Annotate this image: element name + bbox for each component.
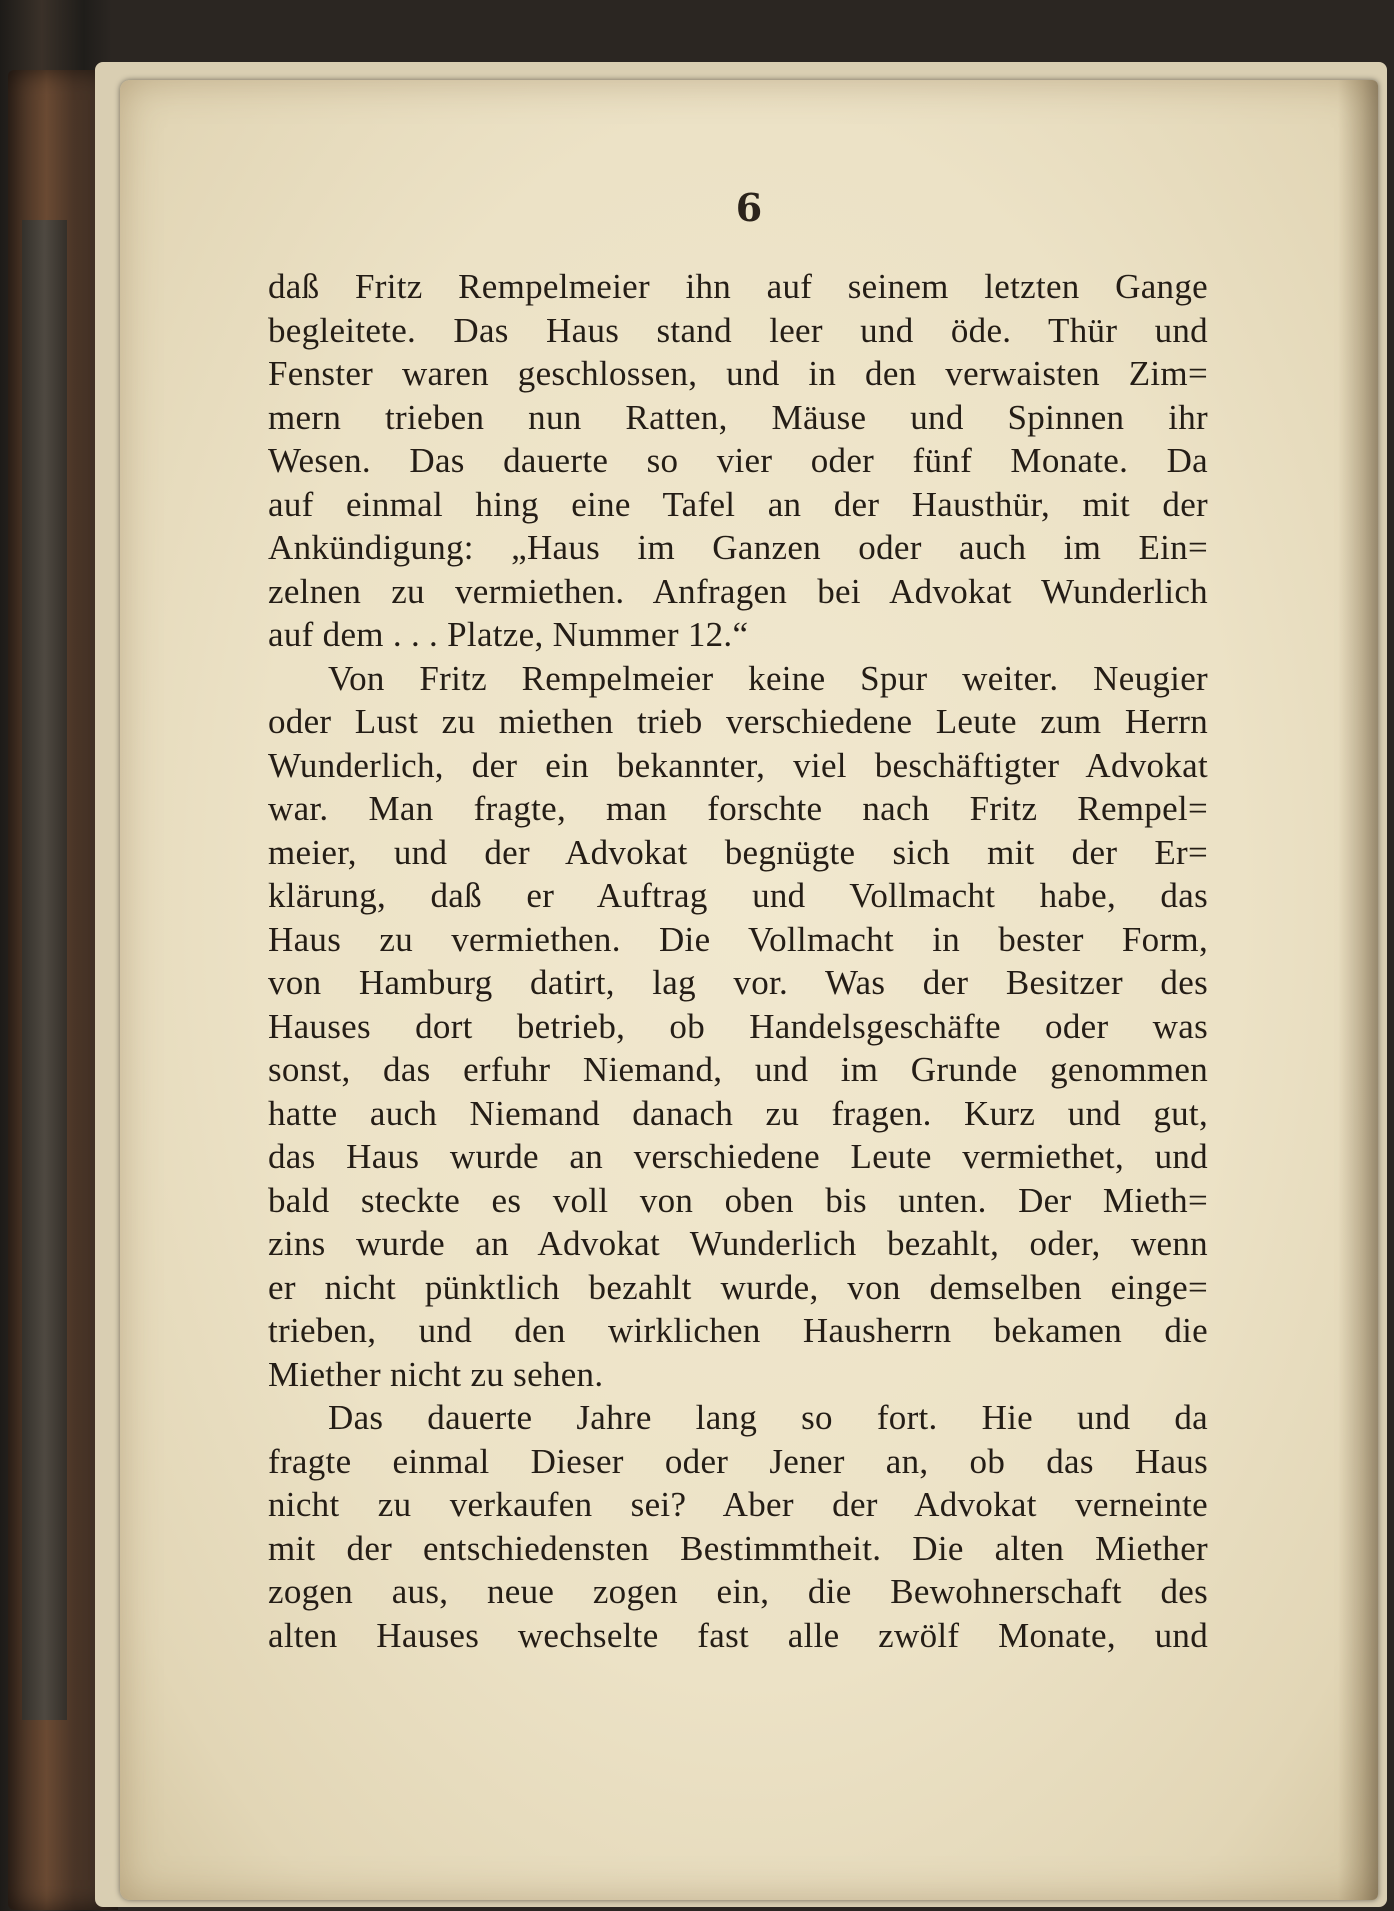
paragraph-2: [268, 657, 1208, 1397]
text-line: zelnen zu vermiethen. Anfragen bei Advokat Wunderlich: [268, 571, 1208, 611]
text-line: trieben, und den wirklichen Hausherrn bekamen die: [268, 1311, 1208, 1350]
page-gutter-shadow: [1338, 80, 1378, 1900]
text-line: Hauses dort betrieb, ob Handelsgeschäfte oder was: [268, 1006, 1208, 1046]
text-line: zins wurde an Advokat Wunderlich bezahlt, oder, wenn: [268, 1224, 1208, 1263]
text-line: meier, und der Advokat begnügte sich mit der Er=: [268, 832, 1208, 872]
text-line: hatte auch Niemand danach zu fragen. Kurz und gut,: [268, 1093, 1208, 1133]
text-line: auf dem . . . Platze, Nummer 12.“: [268, 615, 749, 654]
book-spine-board: [22, 220, 67, 1720]
text-line: sonst, das erfuhr Niemand, und im Grunde genommen: [268, 1050, 1208, 1089]
text-line: zogen aus, neue zogen ein, die Bewohnerschaft des: [268, 1572, 1208, 1611]
paragraph-3: [268, 1396, 1208, 1657]
text-line: war. Man fragte, man forschte nach Fritz Rempel=: [268, 789, 1208, 828]
page-number: 6: [735, 185, 763, 230]
text-line: mit der entschiedensten Bestimmtheit. Die alten Miether: [268, 1528, 1208, 1568]
text-line: er nicht pünktlich bezahlt wurde, von demselben einge=: [268, 1267, 1208, 1307]
text-line: Von Fritz Rempelmeier keine Spur weiter. Neugier: [328, 658, 1208, 698]
text-line: Haus zu vermiethen. Die Vollmacht in bester Form,: [268, 919, 1208, 959]
text-line: auf einmal hing eine Tafel an der Hausthür, mit der: [268, 484, 1208, 524]
text-line: das Haus wurde an verschiedene Leute vermiethet, und: [268, 1137, 1208, 1176]
text-line: daß Fritz Rempelmeier ihn auf seinem letzten Gange: [268, 267, 1208, 306]
text-line: von Hamburg datirt, lag vor. Was der Besitzer des: [268, 963, 1208, 1002]
text-line: oder Lust zu miethen trieb verschiedene Leute zum Herrn: [268, 702, 1208, 741]
text-line: Ankündigung: „Haus im Ganzen oder auch im Ein=: [268, 528, 1208, 567]
text-line: mern trieben nun Ratten, Mäuse und Spinnen ihr: [268, 397, 1208, 437]
text-line: fragte einmal Dieser oder Jener an, ob das Haus: [268, 1441, 1208, 1481]
text-line: Wunderlich, der ein bekannter, viel beschäftigter Advokat: [268, 745, 1208, 785]
text-line: Das dauerte Jahre lang so fort. Hie und da: [328, 1398, 1208, 1437]
text-line: klärung, daß er Auftrag und Vollmacht habe, das: [268, 876, 1208, 915]
text-line: Wesen. Das dauerte so vier oder fünf Monate. Da: [268, 441, 1208, 480]
text-line: nicht zu verkaufen sei? Aber der Advokat verneinte: [268, 1485, 1208, 1524]
paragraph-1: [268, 265, 1208, 657]
text-line: begleitete. Das Haus stand leer und öde. Thür und: [268, 310, 1208, 350]
text-line: alten Hauses wechselte fast alle zwölf Monate, und: [268, 1615, 1208, 1655]
book-page: [120, 80, 1378, 1900]
text-line: bald steckte es voll von oben bis unten. Der Mieth=: [268, 1180, 1208, 1220]
text-line: Miether nicht zu sehen.: [268, 1354, 604, 1394]
text-line: Fenster waren geschlossen, und in den verwaisten Zim=: [268, 354, 1208, 393]
body-text: [268, 265, 1208, 1657]
